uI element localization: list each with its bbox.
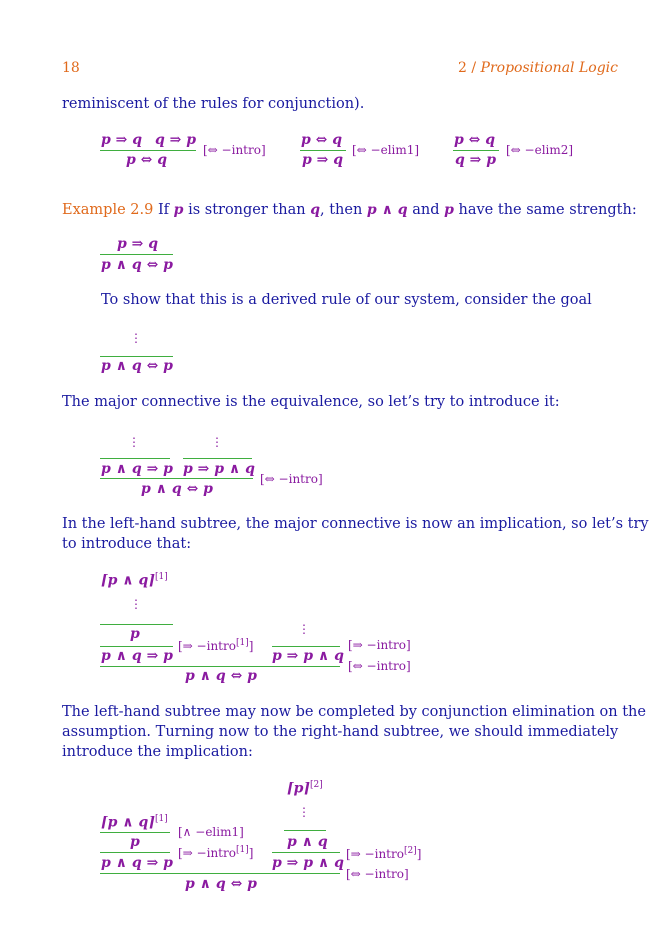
example-text: is stronger than: [188, 202, 306, 218]
example-text: and: [412, 202, 440, 218]
tree3-left-top-bar: [100, 832, 170, 833]
tree3-right-top-bar: [284, 830, 326, 831]
tree3-assumption-p-index: [2]: [310, 780, 323, 790]
tree3-right-ellipsis: ⋮: [298, 805, 310, 819]
example-label: Example 2.9: [62, 202, 154, 218]
example-line: [62, 202, 637, 218]
tree3-right-bar: [272, 852, 340, 853]
tree3-right-label-text: [⇒ −intro: [346, 847, 404, 861]
paragraph-complete-2: assumption. Turning now to the right-hand subtree, we should immediately: [62, 724, 619, 740]
rule-elim2-label: [⇔ −elim2]: [506, 143, 574, 157]
tree3-left-label-index: [1]: [235, 845, 249, 855]
example-text: If: [157, 202, 170, 218]
tree2-left-label-text: [⇒ −intro: [178, 639, 236, 653]
tree2-left-label-index: [1]: [235, 638, 249, 648]
paragraph-complete-1: The left-hand subtree may now be completed by conjunction elimination on the: [62, 704, 646, 720]
paragraph-intro: reminiscent of the rules for conjunction).: [62, 96, 365, 112]
tree2-left-label-end: ]: [248, 639, 254, 653]
tree3-assumption-index: [1]: [154, 814, 168, 824]
tree3-assumption-p: [287, 780, 323, 797]
tree3-and-elim-label: [∧ −elim1]: [178, 825, 244, 839]
tree1-left-bar: [100, 458, 170, 459]
tree1-right-formula: p ⇒ p ∧ q: [183, 461, 255, 477]
tree2-conclusion: p ∧ q ⇔ p: [185, 668, 257, 684]
tree3-right-label: [346, 846, 421, 861]
tree2-right-label: [⇒ −intro]: [348, 638, 411, 652]
example-math-p: p: [444, 202, 454, 218]
tree2-left-ellipsis: ⋮: [130, 597, 142, 611]
rule-intro-premise-1: p ⇒ q: [101, 132, 143, 148]
example-math-q: q: [310, 202, 320, 218]
rule-elim1-label: [⇔ −elim1]: [352, 143, 420, 157]
tree3-left-bar: [100, 852, 170, 853]
rule-elim2-conclusion: q ⇒ p: [455, 152, 497, 168]
tree3-p: p: [130, 834, 140, 850]
tree2-right-formula: p ⇒ p ∧ q: [272, 648, 344, 664]
rule-intro-label: [⇔ −intro]: [203, 143, 266, 157]
tree2-p: p: [130, 626, 140, 642]
rule-elim2-premise: p ⇔ q: [454, 132, 496, 148]
rule-elim1-premise: p ⇔ q: [301, 132, 343, 148]
tree3-right-label-index: [2]: [403, 846, 417, 856]
tree2-assumption: [101, 572, 168, 589]
tree3-bottom-bar: [100, 873, 340, 874]
example-text: , then: [319, 202, 363, 218]
chapter-title: Propositional Logic: [480, 60, 618, 76]
tree3-left-label-text: [⇒ −intro: [178, 846, 236, 860]
paragraph-left-hand-1: In the left-hand subtree, the major connective is now an implication, so let’s try: [62, 516, 649, 532]
goal-conclusion: p ∧ q ⇔ p: [101, 358, 173, 374]
running-header: [458, 60, 618, 76]
tree3-left-formula: p ∧ q ⇒ p: [101, 855, 173, 871]
tree1-label: [⇔ −intro]: [260, 472, 323, 486]
example-rule-conclusion: p ∧ q ⇔ p: [101, 257, 173, 273]
paragraph-complete-3: introduce the implication:: [62, 744, 253, 760]
example-rule-bar: [100, 254, 173, 255]
chapter-separator: /: [471, 60, 477, 76]
tree2-bottom-bar: [100, 666, 340, 667]
paragraph-left-hand-2: to introduce that:: [62, 536, 192, 552]
tree2-left-formula: p ∧ q ⇒ p: [101, 648, 173, 664]
paragraph-show: To show that this is a derived rule of our system, consider the goal: [101, 292, 592, 308]
example-math-pq: p ∧ q: [366, 202, 408, 218]
tree2-assumption-formula: ⌈p ∧ q⌉: [101, 572, 155, 589]
tree2-left-bar: [100, 646, 173, 647]
tree2-left-label: [178, 638, 253, 653]
example-text: have the same strength:: [458, 202, 637, 218]
tree3-right-formula: p ⇒ p ∧ q: [272, 855, 344, 871]
tree2-right-ellipsis: ⋮: [298, 622, 310, 636]
tree1-conclusion: p ∧ q ⇔ p: [141, 481, 213, 497]
rule-elim2-bar: [453, 150, 499, 151]
paragraph-major: The major connective is the equivalence, so let’s try to introduce it:: [62, 394, 560, 410]
tree3-assumption-formula: ⌈p ∧ q⌉: [101, 814, 155, 831]
tree1-right-ellipsis: ⋮: [211, 435, 223, 449]
rule-intro-bar: [100, 150, 196, 151]
rule-elim1-conclusion: p ⇒ q: [302, 152, 344, 168]
rule-intro-premise-2: q ⇒ p: [155, 132, 197, 148]
tree2-right-bar: [272, 646, 340, 647]
tree3-conclusion: p ∧ q ⇔ p: [185, 876, 257, 892]
rule-elim1-bar: [300, 150, 346, 151]
goal-ellipsis: ⋮: [130, 331, 142, 345]
rule-intro-conclusion: p ⇔ q: [126, 152, 168, 168]
tree3-conclusion-label: [⇔ −intro]: [346, 867, 409, 881]
tree3-left-label-end: ]: [248, 846, 254, 860]
example-rule-premise: p ⇒ q: [117, 236, 159, 252]
tree3-right-label-end: ]: [416, 847, 422, 861]
example-math-p: p: [173, 202, 184, 218]
page-number: 18: [62, 60, 80, 76]
tree3-left-label: [178, 845, 253, 860]
tree3-pq: p ∧ q: [287, 834, 328, 850]
tree2-conclusion-label: [⇔ −intro]: [348, 659, 411, 673]
tree1-bottom-bar: [100, 478, 253, 479]
tree2-assume-bar: [100, 624, 173, 625]
tree1-left-formula: p ∧ q ⇒ p: [101, 461, 173, 477]
tree3-assumption: [101, 814, 168, 831]
tree1-right-bar: [183, 458, 252, 459]
tree3-assumption-p-formula: ⌈p⌉: [287, 780, 311, 797]
tree2-assumption-index: [1]: [154, 572, 168, 582]
goal-bar: [100, 356, 173, 357]
chapter-number: 2: [458, 60, 467, 76]
tree1-left-ellipsis: ⋮: [128, 435, 140, 449]
